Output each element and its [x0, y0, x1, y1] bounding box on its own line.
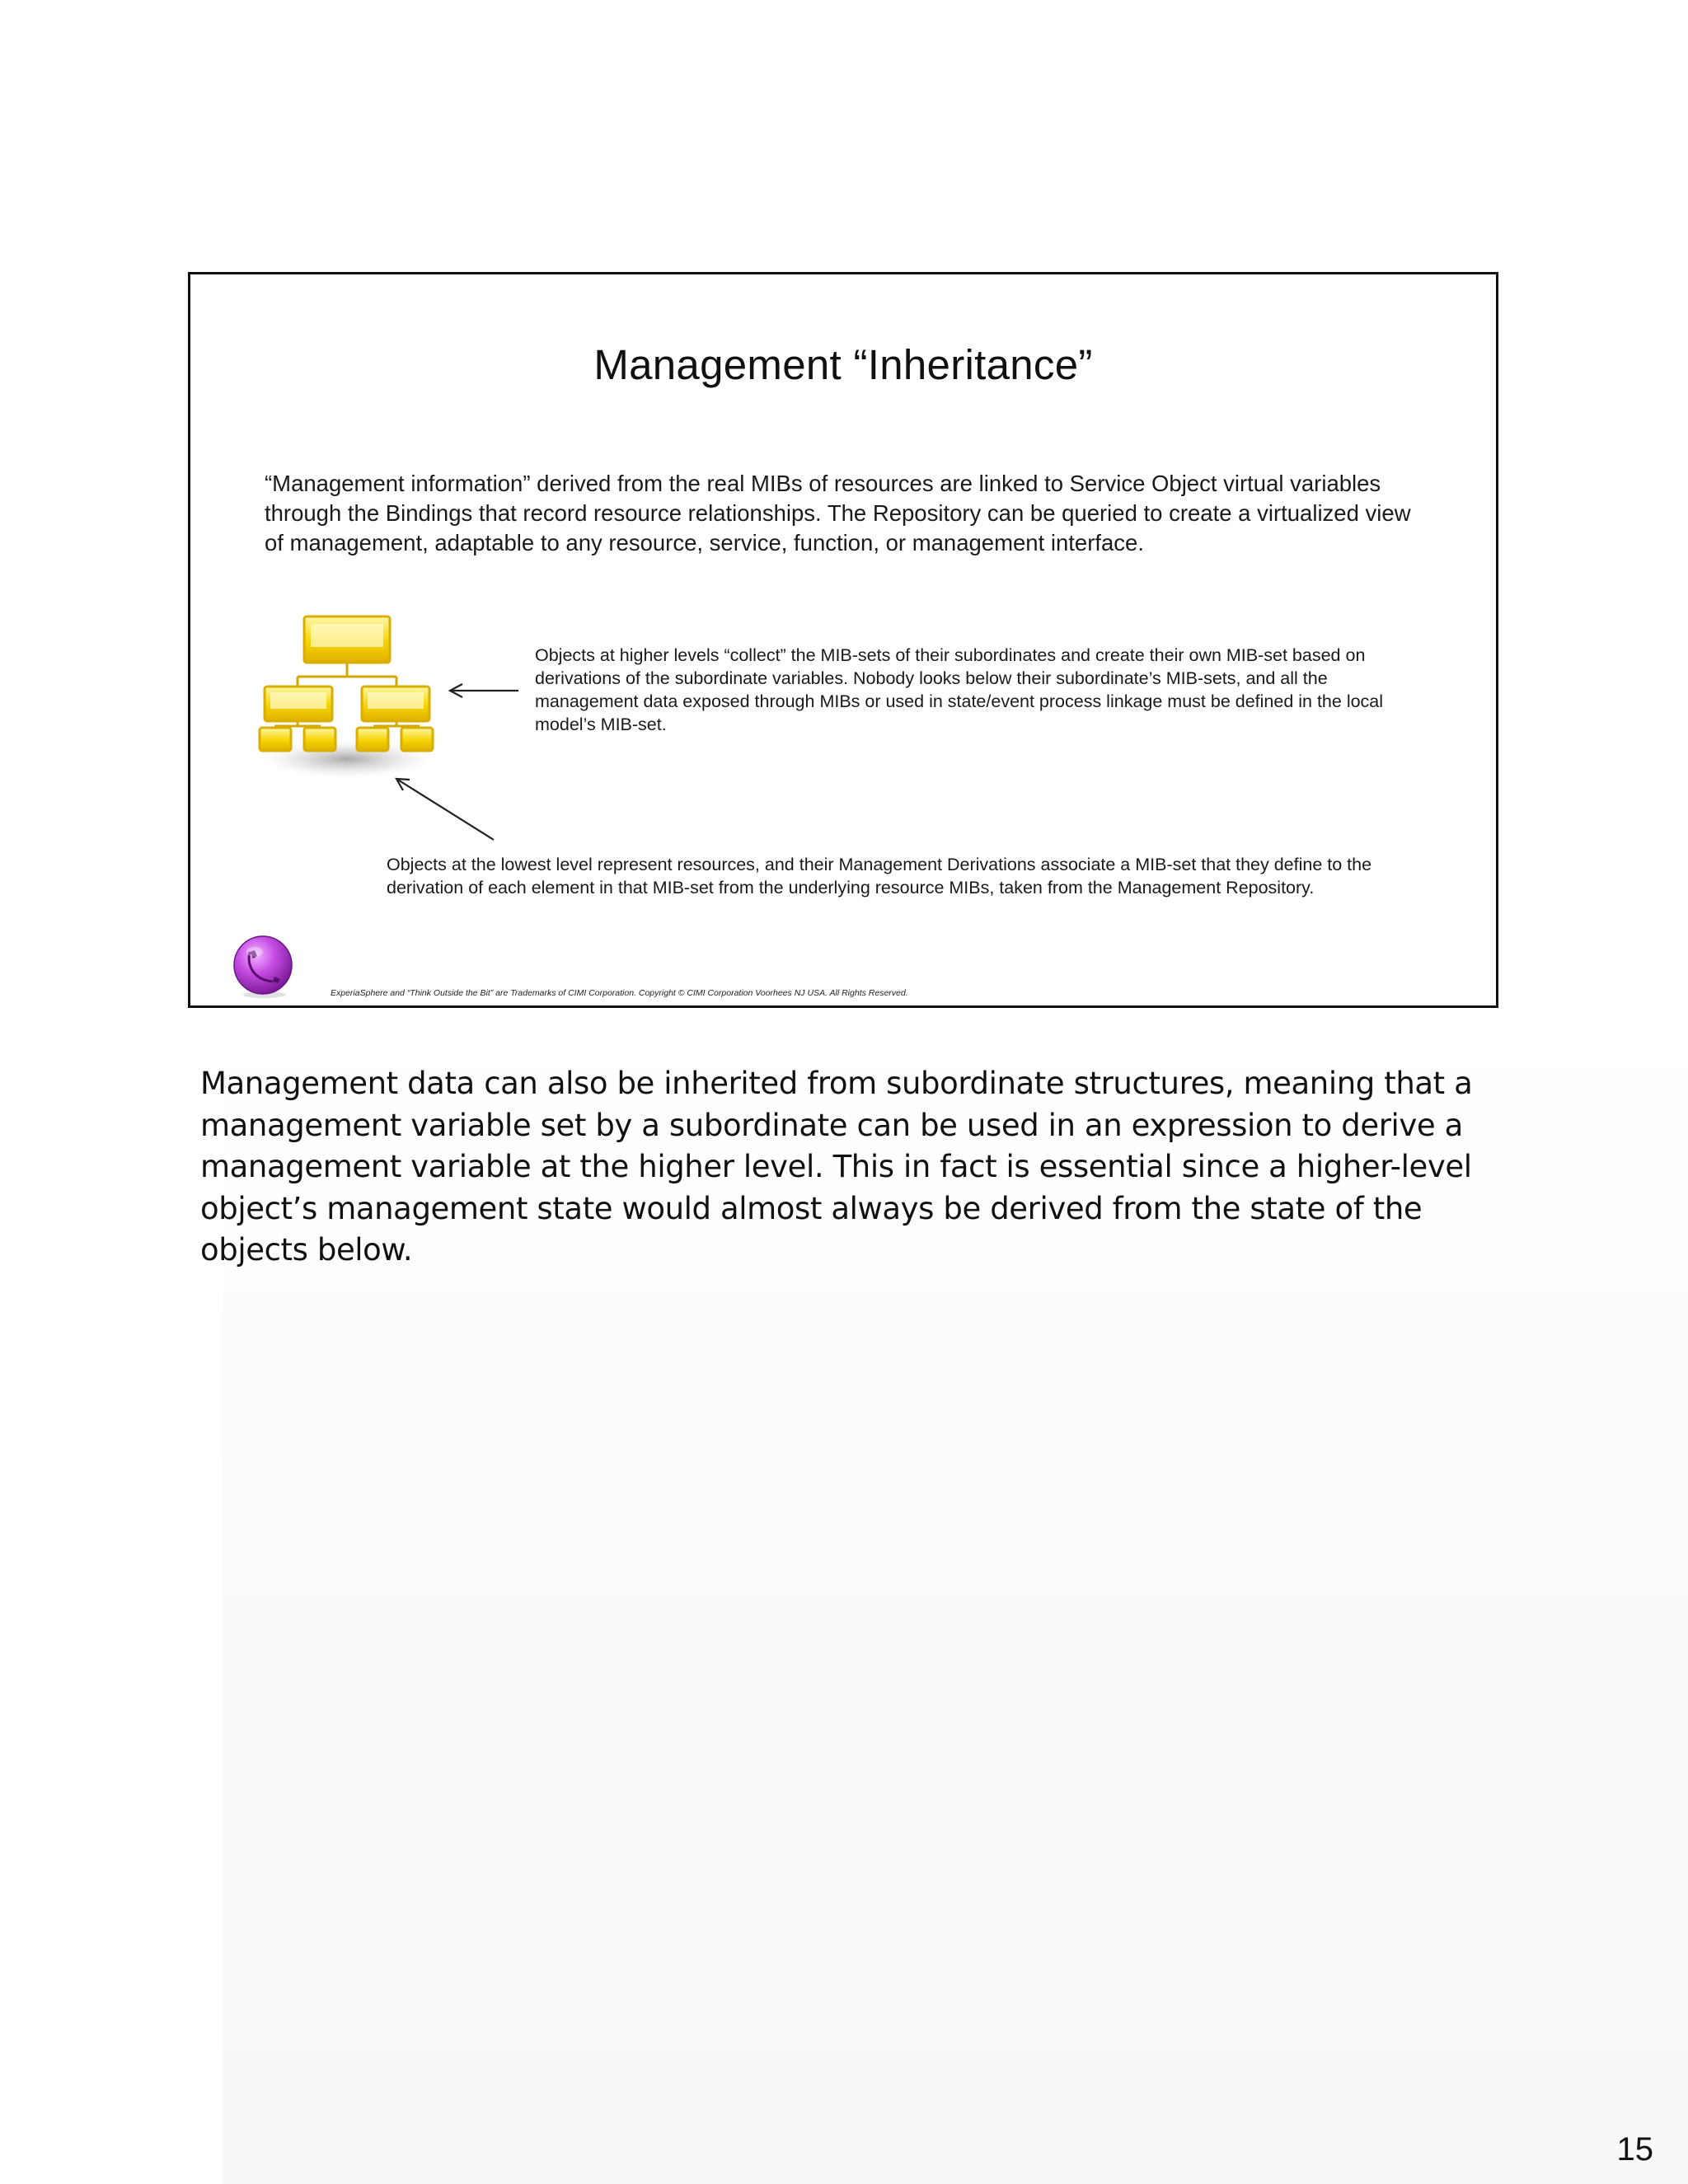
org-chart-hierarchy-icon [256, 604, 446, 785]
purple-sphere-logo-icon [230, 934, 296, 1000]
callout-higher-levels: Objects at higher levels “collect” the MIB-sets of their subordinates and create their own MIB-set based on derivations of the subordinate variables. Nobody looks below their subordinate’s MIB-sets, and all the management data exposed through MIBs or used in state/event process linkage must be defined in the local model’s MIB-set. [535, 645, 1384, 734]
speaker-notes-text: Management data can also be inherited from subordinate structures, meaning that a management variable set by a subordinate can be used in an expression to derive a management variable at the higher level. This in fact is essential since a higher-level object’s management state would almost always be derived from the state of the objects below. [200, 1066, 1473, 1268]
slide-footer-trademark: ExperiaSphere and “Think Outside the Bit” are Trademarks of CIMI Corporation. Copyright © CIMI Corporation Voorhees NJ USA. All Rights Reserved. [331, 988, 908, 998]
callout-lowest-level: Objects at the lowest level represent resources, and their Management Derivations associate a MIB-set that they define to the derivation of each element in that MIB-set from the underlying resource MIBs, taken from the Management Repository. [387, 855, 1372, 898]
slide-frame [188, 272, 1498, 1008]
arrow-to-lowest-level [396, 779, 494, 840]
page-number: 15 [1616, 2131, 1653, 2168]
slide-title: Management “Inheritance” [593, 341, 1093, 388]
arrow-to-higher-level [450, 684, 518, 697]
slide-intro-text: “Management information” derived from the real MIBs of resources are linked to Service Object virtual variables through the Bindings that record resource relationships. The Repository can be queried to create a virtualized view of management, adaptable to any resource, service, function, or management interface. [265, 471, 1411, 555]
